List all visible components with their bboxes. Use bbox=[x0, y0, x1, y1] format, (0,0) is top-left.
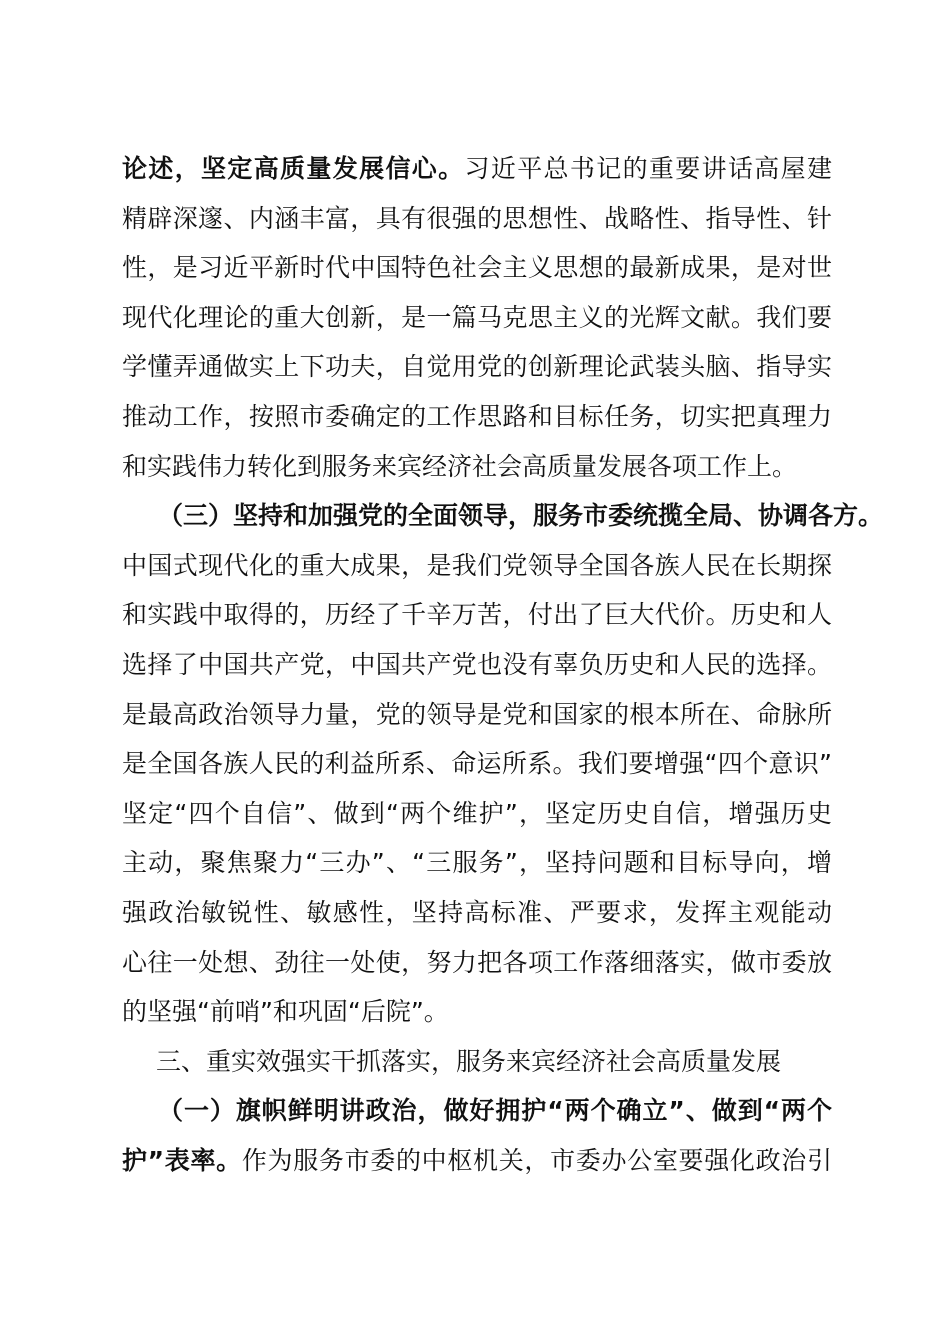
body-text: 作为服务市委的中枢机关，市委办公室要强化政治引 bbox=[241, 1145, 832, 1175]
body-text: 学懂弄通做实上下功夫，自觉用党的创新理论武装头脑、指导实 bbox=[122, 352, 832, 382]
bold-heading-text: 护”表率。 bbox=[122, 1145, 242, 1175]
body-text: 是最高政治领导力量，党的领导是党和国家的根本所在、命脉所 bbox=[122, 699, 832, 729]
body-text: 现代化理论的重大创新，是一篇马克思主义的光辉文献。我们要 bbox=[122, 302, 832, 332]
section-heading-1 bbox=[122, 1086, 832, 1136]
paragraph-line bbox=[122, 541, 832, 591]
paragraph-line bbox=[122, 690, 832, 740]
body-text: 和实践中取得的，历经了千辛万苦，付出了巨大代价。历史和人 bbox=[122, 600, 832, 630]
paragraph-line bbox=[122, 342, 832, 392]
body-text: 心往一处想、劲往一处使，努力把各项工作落细落实，做市委放 bbox=[122, 947, 832, 977]
body-text: 性，是习近平新时代中国特色社会主义思想的最新成果，是对世 bbox=[122, 253, 832, 283]
body-text: 和实践伟力转化到服务来宾经济社会高质量发展各项工作上。 bbox=[122, 451, 798, 481]
paragraph-line bbox=[122, 1136, 832, 1186]
paragraph-line bbox=[122, 194, 832, 244]
paragraph-line bbox=[122, 293, 832, 343]
body-text: 推动工作，按照市委确定的工作思路和目标任务，切实把真理力 bbox=[122, 401, 832, 431]
paragraph-line bbox=[122, 392, 832, 442]
body-text: 中国式现代化的重大成果，是我们党领导全国各族人民在长期探 bbox=[122, 550, 832, 580]
bold-heading-text: （三）坚持和加强党的全面领导，服务市委统揽全局、协调各方。 bbox=[158, 501, 884, 531]
paragraph-line bbox=[122, 789, 832, 839]
body-text: 三、重实效强实干抓落实，服务来宾经济社会高质量发展 bbox=[156, 1046, 782, 1076]
paragraph-line bbox=[122, 640, 832, 690]
paragraph-line bbox=[122, 243, 832, 293]
paragraph-line bbox=[122, 987, 832, 1037]
paragraph-line bbox=[122, 739, 832, 789]
paragraph-line bbox=[122, 938, 832, 988]
body-text: 习近平总书记的重要讲话高屋建 bbox=[464, 154, 832, 183]
document-body bbox=[122, 144, 884, 1185]
bold-heading-text: （一）旗帜鲜明讲政治，做好拥护“两个确立”、做到“两个 bbox=[158, 1096, 832, 1126]
body-text: 精辟深邃、内涵丰富，具有很强的思想性、战略性、指导性、针 bbox=[122, 203, 832, 233]
body-text: 强政治敏锐性、敏感性，坚持高标准、严要求，发挥主观能动 bbox=[122, 897, 832, 927]
body-text: 主动，聚焦聚力“三办”、“三服务”，坚持问题和目标导向，增 bbox=[122, 848, 832, 878]
body-text: 坚定“四个自信”、做到“两个维护”，坚定历史自信，增强历史 bbox=[122, 798, 832, 828]
body-text: 是全国各族人民的利益所系、命运所系。我们要增强“四个意识” bbox=[122, 749, 832, 779]
section-heading-part-3 bbox=[122, 1037, 832, 1087]
body-text: 选择了中国共产党，中国共产党也没有辜负历史和人民的选择。 bbox=[122, 649, 832, 679]
body-text: 的坚强“前哨”和巩固“后院”。 bbox=[122, 997, 449, 1027]
paragraph-line bbox=[122, 442, 832, 492]
section-heading-3 bbox=[122, 491, 884, 541]
paragraph-line bbox=[122, 144, 832, 194]
paragraph-line bbox=[122, 838, 832, 888]
bold-heading-text: 论述，坚定高质量发展信心。 bbox=[122, 154, 465, 183]
paragraph-line bbox=[122, 590, 832, 640]
paragraph-line bbox=[122, 888, 832, 938]
